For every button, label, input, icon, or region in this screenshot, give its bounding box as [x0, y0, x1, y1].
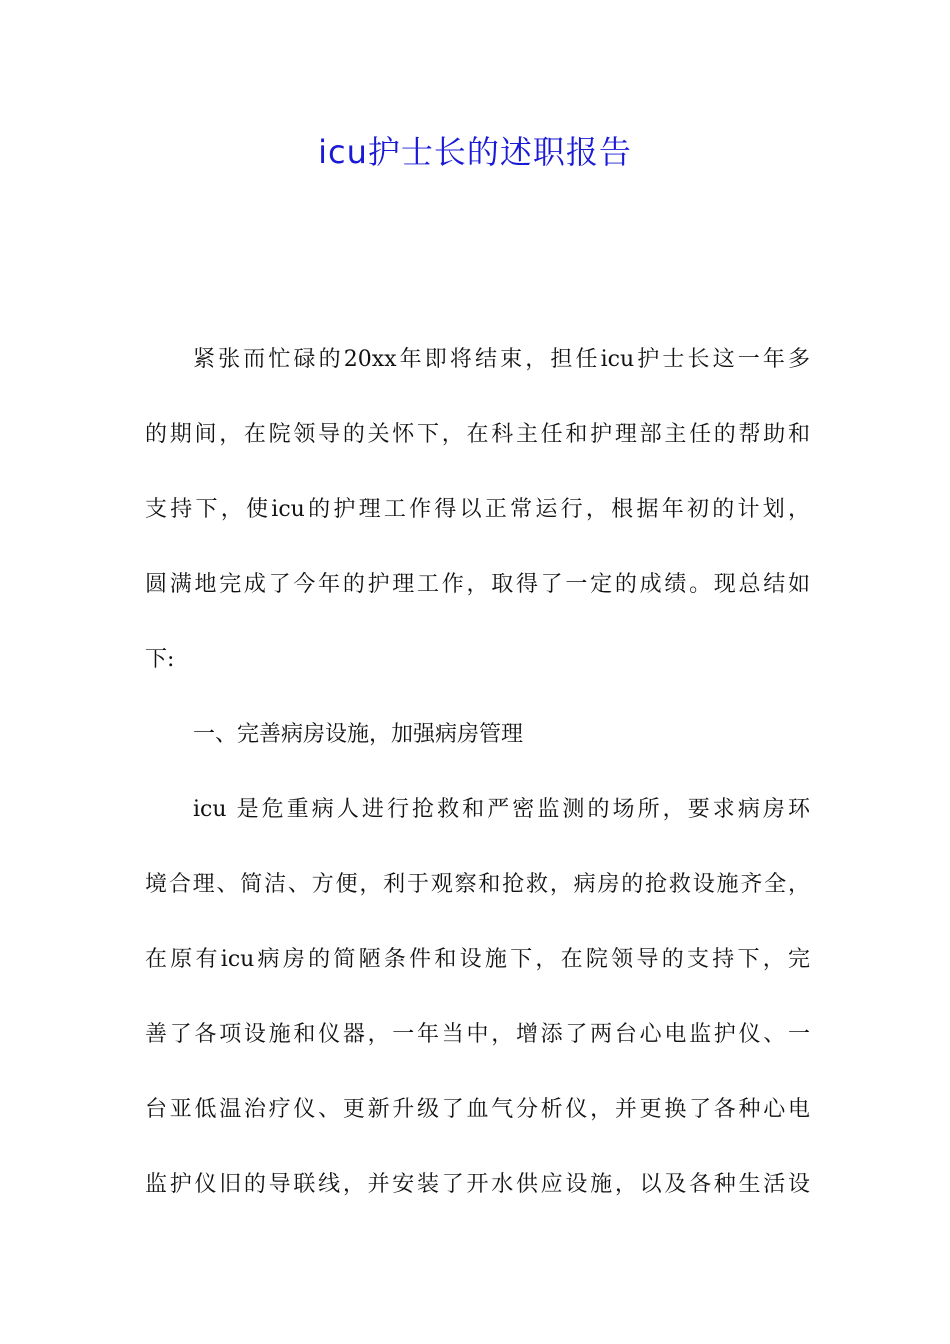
paragraph-line: 监护仪旧的导联线，并安装了开水供应设施，以及各种生活设 [145, 1172, 810, 1197]
paragraph-line: 圆满地完成了今年的护理工作，取得了一定的成绩。现总结如 [145, 572, 810, 597]
section-heading: 一、完善病房设施，加强病房管理 [193, 722, 524, 747]
paragraph-line: 紧张而忙碌的20xx年即将结束，担任icu护士长这一年多 [193, 347, 810, 372]
paragraph-line: 善了各项设施和仪器，一年当中，增添了两台心电监护仪、一 [145, 1022, 810, 1047]
paragraph-line: 台亚低温治疗仪、更新升级了血气分析仪，并更换了各种心电 [145, 1097, 810, 1122]
paragraph-line: 支持下，使icu的护理工作得以正常运行，根据年初的计划， [145, 497, 810, 522]
document-body [145, 338, 810, 1238]
paragraph-line: icu 是危重病人进行抢救和严密监测的场所，要求病房环 [193, 797, 810, 822]
paragraph-line: 的期间，在院领导的关怀下，在科主任和护理部主任的帮助和 [145, 422, 810, 447]
paragraph-line: 境合理、简洁、方便，利于观察和抢救，病房的抢救设施齐全， [145, 872, 810, 897]
paragraph-line: 下: [145, 647, 175, 672]
document-title: icu护士长的述职报告 [318, 133, 632, 171]
paragraph-line: 在原有icu病房的简陋条件和设施下，在院领导的支持下，完 [145, 947, 810, 972]
